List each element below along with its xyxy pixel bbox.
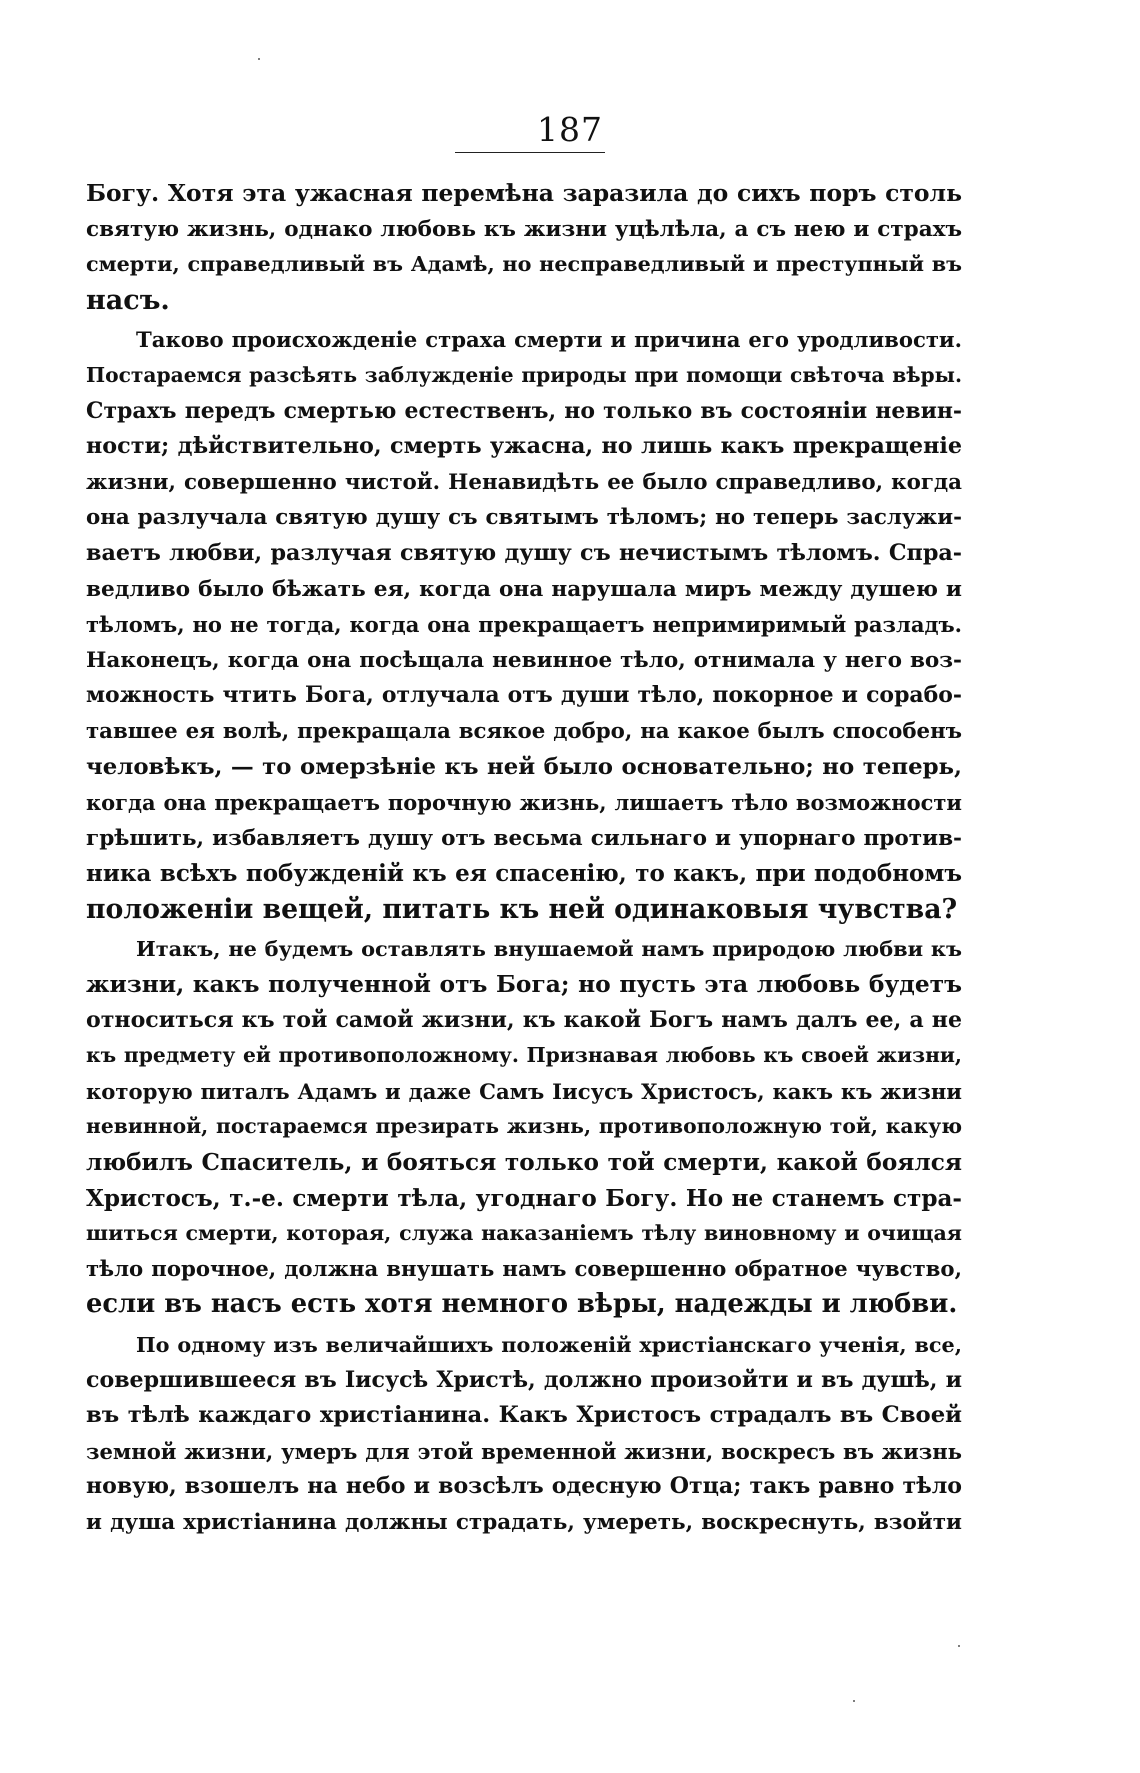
text-line: Богу. Хотя эта ужасная перемѣна заразила до сихъ поръ столь — [86, 179, 962, 207]
text-line: она разлучала святую душу съ святымъ тѣломъ; но теперь заслужи- — [86, 505, 962, 531]
text-line: жизни, какъ полученной отъ Бога; но пусть эта любовь будетъ — [86, 971, 962, 999]
text-line: можность чтить Бога, отлучала отъ души тѣло, покорное и сорабо- — [86, 682, 962, 709]
text-line: Таково происхожденіе страха смерти и причина его уродливости. — [136, 327, 962, 353]
text-line: ности; дѣйствительно, смерть ужасна, но лишь какъ прекращеніе — [86, 433, 962, 460]
text-line: любилъ Спаситель, и бояться только той смерти, какой боялся — [86, 1149, 962, 1177]
text-line: ваетъ любви, разлучая святую душу съ нечистымъ тѣломъ. Спра- — [86, 539, 962, 566]
text-line: къ предмету ей противоположному. Признавая любовь къ своей жизни, — [86, 1043, 962, 1068]
text-line: тѣломъ, но не тогда, когда она прекращаетъ непримиримый разладъ. — [86, 612, 962, 638]
text-line: Постараемся разсѣять заблужденіе природы при помощи свѣточа вѣры. — [86, 362, 962, 387]
text-line: которую питалъ Адамъ и даже Самъ Іисусъ Христосъ, какъ къ жизни — [86, 1078, 962, 1104]
text-line: ника всѣхъ побужденій къ ея спасенію, то какъ, при подобномъ — [86, 860, 962, 888]
text-line: земной жизни, умеръ для этой временной жизни, воскресъ въ жизнь — [86, 1438, 962, 1464]
text-line: Итакъ, не будемъ оставлять внушаемой намъ природою любви къ — [136, 936, 962, 962]
body-text — [86, 176, 962, 1541]
text-line: относиться къ той самой жизни, къ какой Богъ намъ далъ ее, а не — [86, 1006, 962, 1033]
text-line: смерти, справедливый въ Адамѣ, но несправедливый и преступный въ — [86, 252, 962, 277]
header-rule — [455, 152, 605, 153]
text-line: По одному изъ величайшихъ положеній христіанскаго ученія, все, — [136, 1332, 962, 1357]
page-number: 187 — [537, 110, 603, 149]
text-line: если въ насъ есть хотя немного вѣры, надежды и любви. — [86, 1289, 958, 1320]
text-line: тавшее ея волѣ, прекращала всякое добро, на какое былъ способенъ — [86, 718, 962, 744]
text-line: Наконецъ, когда она посѣщала невинное тѣло, отнимала у него воз- — [86, 647, 962, 673]
scan-speck — [853, 1700, 855, 1702]
text-line: шиться смерти, которая, служа наказаніемъ тѣлу виновному и очищая — [86, 1221, 962, 1246]
text-line: грѣшить, избавляетъ душу отъ весьма сильнаго и упорнаго против- — [86, 825, 962, 851]
text-line: и душа христіанина должны страдать, умереть, воскреснуть, взойти — [86, 1509, 962, 1535]
text-line: новую, взошелъ на небо и возсѣлъ одесную Отца; такъ равно тѣло — [86, 1473, 962, 1500]
scan-speck — [958, 1645, 960, 1647]
text-line: Страхъ передъ смертью естественъ, но только въ состояніи невин- — [86, 397, 962, 424]
text-line: святую жизнь, однако любовь къ жизни уцѣлѣла, а съ нею и страхъ — [86, 216, 962, 242]
text-line: жизни, совершенно чистой. Ненавидѣть ее было справедливо, когда — [86, 469, 962, 495]
text-line: невинной, постараемся презирать жизнь, противоположную той, какую — [86, 1114, 962, 1139]
text-line: когда она прекращаетъ порочную жизнь, лишаетъ тѣло возможности — [86, 790, 962, 816]
text-line: Христосъ, т.-е. смерти тѣла, угоднаго Богу. Но не станемъ стра- — [86, 1184, 962, 1212]
text-line: въ тѣлѣ каждаго христіанина. Какъ Христосъ страдалъ въ Своей — [86, 1402, 962, 1429]
text-line: насъ. — [86, 284, 170, 316]
paragraph — [86, 931, 962, 1323]
paragraph — [86, 176, 962, 318]
text-line: человѣкъ, — то омерзѣніе къ ней было основательно; но теперь, — [86, 753, 962, 780]
text-line: ведливо было бѣжать ея, когда она нарушала миръ между душею и — [86, 576, 962, 602]
paragraph — [86, 1327, 962, 1541]
text-line: совершившееся въ Іисусѣ Христѣ, должно произойти и въ душѣ, и — [86, 1366, 962, 1393]
text-line: тѣло порочное, должна внушать намъ совершенно обратное чувство, — [86, 1256, 962, 1282]
text-line: положеніи вещей, питать къ ней одинаковыя чувства? — [86, 893, 958, 925]
paragraph — [86, 322, 962, 927]
scan-speck — [258, 58, 260, 60]
